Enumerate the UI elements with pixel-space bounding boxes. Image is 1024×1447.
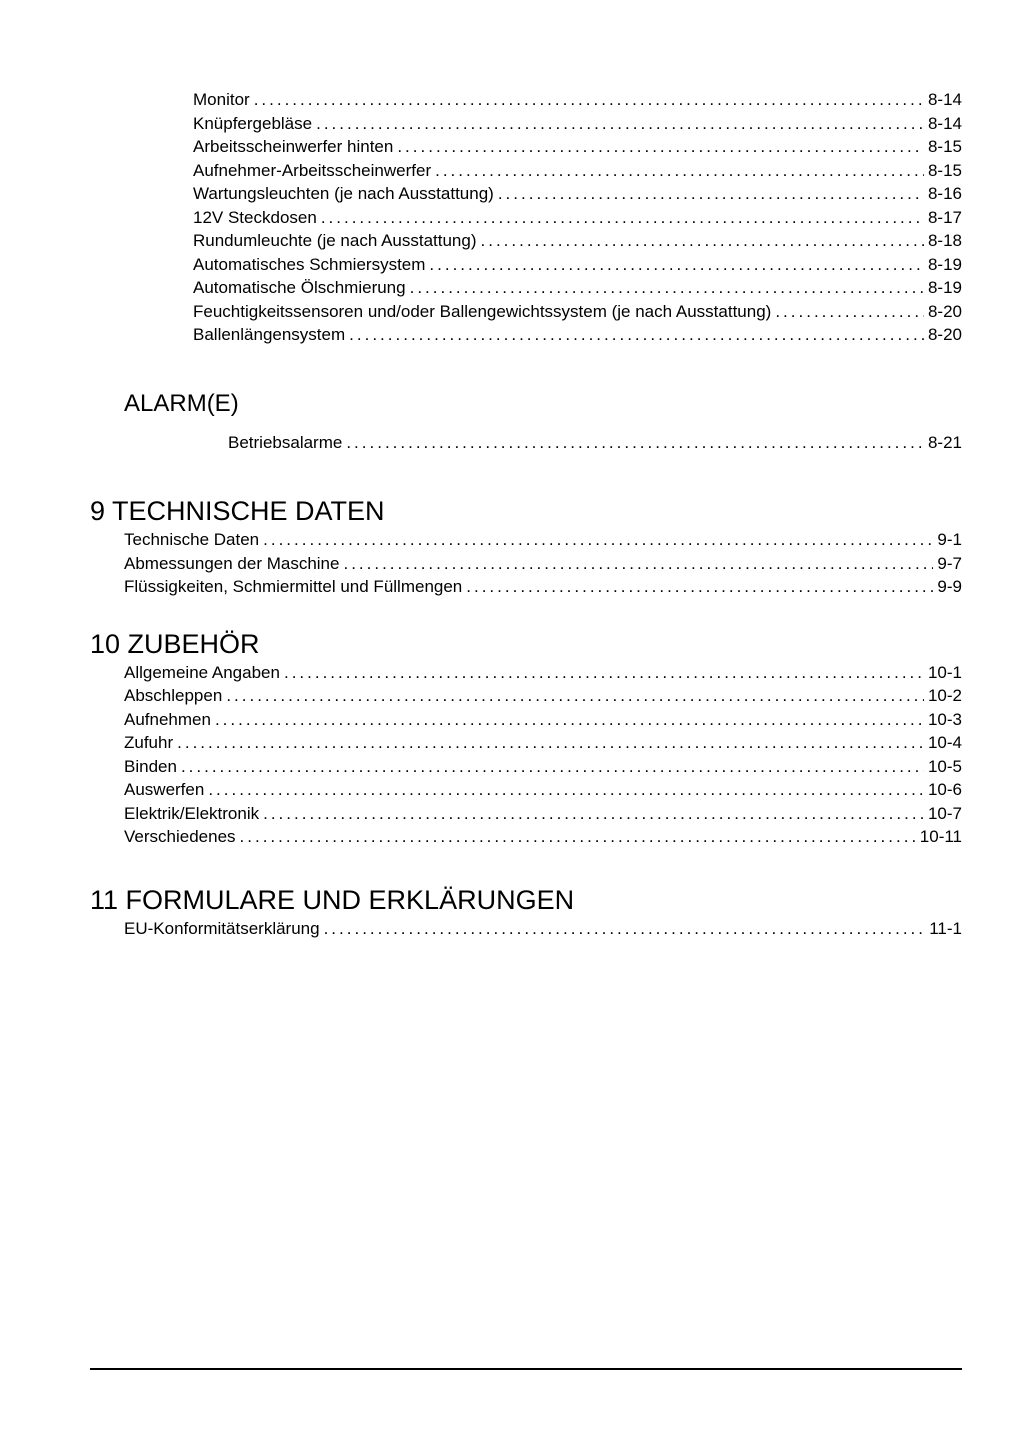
toc-entry-label: Aufnehmen (124, 709, 211, 729)
dot-leader (429, 253, 924, 277)
dot-leader (346, 431, 924, 455)
toc-entry (90, 684, 962, 708)
toc-entry-label: Automatische Ölschmierung (193, 278, 406, 297)
toc-entry (90, 917, 962, 941)
toc-entry (90, 802, 962, 826)
dot-leader (226, 684, 924, 708)
toc-entry-label: Abmessungen der Maschine (124, 553, 340, 573)
toc-entry (90, 253, 962, 277)
toc-entry-page: 8-21 (927, 432, 962, 452)
dot-leader (284, 661, 924, 685)
toc-entry-page: 8-19 (927, 254, 962, 274)
dot-leader (316, 112, 924, 136)
toc-entry-page: 10-7 (927, 803, 962, 823)
toc-entry-label: EU-Konformitätserklärung (124, 918, 320, 938)
toc-entry-page: 11-1 (929, 918, 962, 938)
dot-leader (481, 229, 924, 253)
toc-entry-page: 8-19 (927, 278, 962, 297)
dot-leader (498, 182, 924, 206)
toc-entry-label: Wartungsleuchten (je nach Ausstattung) (193, 184, 494, 203)
toc-section (90, 389, 962, 455)
section-heading: 10 ZUBEHÖR (90, 628, 260, 659)
dot-leader (240, 825, 916, 849)
toc-entry-label: Knüpfergebläse (193, 113, 313, 133)
toc-entry-page: 10-3 (927, 709, 962, 729)
toc-entry-page: 8-20 (927, 301, 962, 321)
dot-leader (254, 88, 924, 112)
section-heading: 11 FORMULARE UND ERKLÄRUNGEN (90, 884, 575, 915)
toc-entry-label: Auswerfen (124, 780, 205, 799)
toc-entry (90, 112, 962, 136)
toc-entry-page: 10-2 (927, 686, 962, 705)
toc-entry (90, 528, 962, 552)
toc-entry-label: 12V Steckdosen (193, 207, 317, 227)
toc-entry-label: Elektrik/Elektronik (124, 803, 260, 823)
toc-entry (90, 182, 962, 206)
dot-leader (215, 708, 924, 732)
toc-section (90, 627, 962, 849)
toc-entry (90, 431, 962, 455)
dot-leader (775, 300, 924, 324)
toc-entry-page: 9-9 (937, 577, 962, 596)
toc-section (90, 88, 962, 347)
toc-entry-page: 8-16 (927, 184, 962, 203)
toc-entry (90, 229, 962, 253)
toc-entry-page: 8-15 (927, 137, 962, 156)
toc-entry-page: 8-14 (927, 90, 962, 109)
toc-entry-label: Aufnehmer-Arbeitsscheinwerfer (193, 160, 432, 180)
dot-leader (263, 802, 924, 826)
dot-leader (263, 528, 933, 552)
toc (90, 88, 962, 940)
toc-entry (90, 731, 962, 755)
toc-entry-label: Verschiedenes (124, 827, 236, 846)
toc-entry-page: 10-4 (927, 733, 962, 752)
toc-entry-label: Automatisches Schmiersystem (193, 254, 426, 274)
toc-entry-page: 9-1 (937, 530, 962, 549)
footer-rule (90, 1368, 962, 1370)
dot-leader (324, 917, 926, 941)
dot-leader (208, 778, 924, 802)
toc-entry (90, 755, 962, 779)
toc-entry-page: 8-18 (927, 231, 962, 250)
toc-entry-label: Abschleppen (124, 686, 223, 705)
toc-entry-page: 8-15 (927, 160, 962, 180)
toc-entry-page: 10-6 (927, 780, 962, 799)
toc-entry (90, 575, 962, 599)
toc-entry-label: Betriebsalarme (228, 432, 343, 452)
toc-entry-page: 8-20 (927, 325, 962, 344)
toc-entry-label: Flüssigkeiten, Schmiermittel und Füllmengen (124, 577, 463, 596)
toc-entry-label: Ballenlängensystem (193, 325, 346, 344)
toc-entry-label: Arbeitsscheinwerfer hinten (193, 137, 394, 156)
dot-leader (397, 135, 924, 159)
toc-entry (90, 159, 962, 183)
dot-leader (321, 206, 924, 230)
toc-section (90, 494, 962, 599)
section-heading: ALARM(E) (124, 389, 239, 417)
toc-entry-label: Technische Daten (124, 530, 260, 549)
toc-entry-page: 8-14 (927, 113, 962, 133)
toc-entry (90, 276, 962, 300)
toc-entry-page: 10-11 (919, 827, 962, 846)
toc-entry-label: Monitor (193, 90, 250, 109)
dot-leader (410, 276, 924, 300)
dot-leader (466, 575, 933, 599)
toc-entry-label: Allgemeine Angaben (124, 662, 280, 682)
toc-entry (90, 552, 962, 576)
toc-entry-label: Binden (124, 756, 177, 776)
toc-entry-page: 10-5 (927, 756, 962, 776)
dot-leader (349, 323, 924, 347)
section-heading: 9 TECHNISCHE DATEN (90, 496, 385, 526)
toc-section (90, 883, 962, 941)
toc-entry-label: Zufuhr (124, 733, 174, 752)
toc-entry-label: Feuchtigkeitssensoren und/oder Ballengewichtssystem (je nach Ausstattung) (193, 301, 772, 321)
dot-leader (435, 159, 924, 183)
toc-entry-label: Rundumleuchte (je nach Ausstattung) (193, 231, 477, 250)
dot-leader (177, 731, 924, 755)
toc-entry (90, 88, 962, 112)
toc-entry (90, 323, 962, 347)
toc-entry (90, 778, 962, 802)
toc-entry (90, 708, 962, 732)
dot-leader (343, 552, 933, 576)
toc-entry (90, 661, 962, 685)
toc-entry (90, 206, 962, 230)
toc-entry-page: 9-7 (937, 553, 962, 573)
toc-entry (90, 135, 962, 159)
toc-entry (90, 825, 962, 849)
dot-leader (181, 755, 924, 779)
toc-entry (90, 300, 962, 324)
toc-entry-page: 10-1 (927, 662, 962, 682)
toc-entry-page: 8-17 (927, 207, 962, 227)
